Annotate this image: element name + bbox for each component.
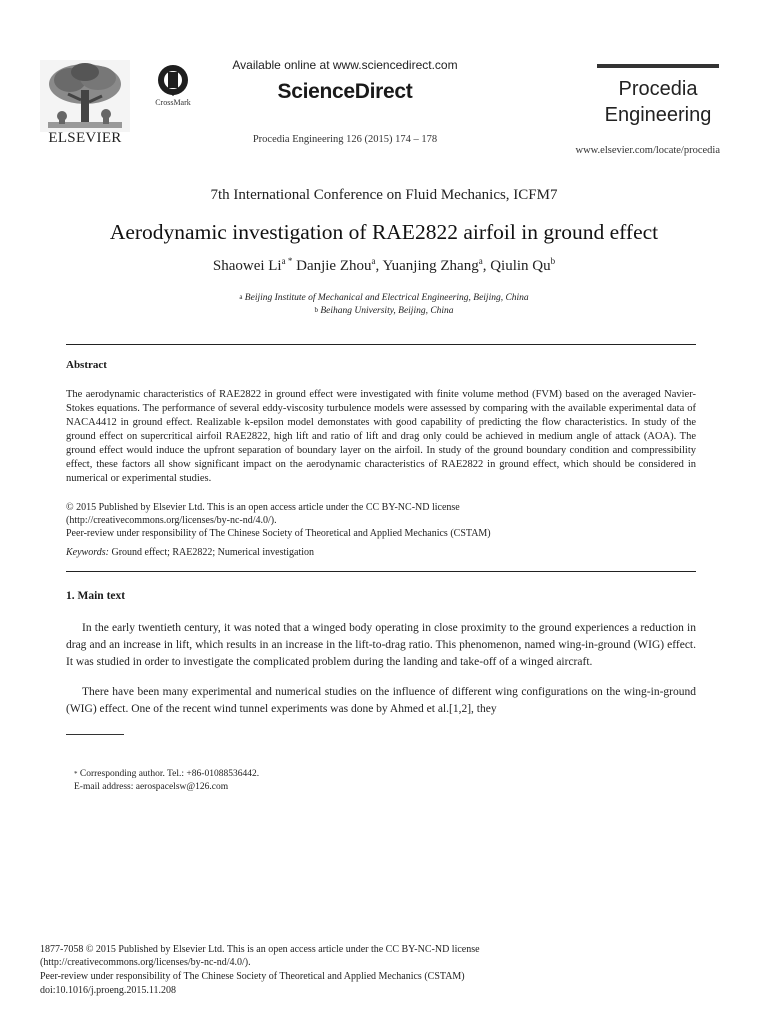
author-name: Qiulin Qu: [490, 258, 551, 274]
email-footnote[interactable]: E-mail address: aerospacelsw@126.com: [74, 782, 229, 792]
affiliation-text: Beijing Institute of Mechanical and Electrical Engineering, Beijing, China: [244, 293, 529, 303]
copyright-line: © 2015 Published by Elsevier Ltd. This is an open access article under the CC BY-NC-ND license: [66, 502, 460, 513]
peer-review-line: Peer-review under responsibility of The Chinese Society of Theoretical and Applied Mechanics (CSTAM): [66, 528, 491, 539]
abstract-bottom-rule: [66, 571, 696, 572]
license-link[interactable]: (http://creativecommons.org/licenses/by-nc-nd/4.0/).: [66, 515, 277, 526]
affiliation-mark: b: [314, 306, 318, 314]
sciencedirect-wordmark: ScienceDirect: [277, 80, 413, 103]
footer-issn-license: 1877-7058 © 2015 Published by Elsevier Ltd. This is an open access article under the CC BY-NC-ND license: [40, 944, 480, 955]
affiliation-mark: a: [239, 293, 243, 301]
journal-url-link[interactable]: www.elsevier.com/locate/procedia: [575, 145, 720, 156]
keywords-line: [66, 546, 706, 559]
journal-header-rule: [597, 64, 719, 68]
footnote-text: Corresponding author. Tel.: +86-01088536442.: [77, 769, 260, 779]
abstract-heading: Abstract: [66, 359, 107, 371]
affiliation-a: [40, 293, 728, 303]
author-separator: ,: [482, 258, 491, 274]
author-list: [40, 258, 728, 275]
author-affiliation-mark: a *: [281, 256, 293, 266]
body-paragraph: In the early twentieth century, it was noted that a winged body operating in close proximity to the ground experiences a reduction in drag and an increase in lift, which results in an increase in the lift-to-drag ratio. This phenomenon, named wing-in-ground (WIG) effect. It was studied in order to investigate the complicated problem during the landing and take-off of a winged aircraft.: [66, 622, 696, 668]
elsevier-tree-logo: [40, 60, 130, 132]
keywords-text: Ground effect; RAE2822; Numerical investigation: [108, 547, 315, 558]
author-affiliation-mark: a: [371, 256, 376, 266]
section-heading: 1. Main text: [66, 590, 126, 602]
conference-name: 7th International Conference on Fluid Mechanics, ICFM7: [210, 187, 558, 203]
author-affiliation-mark: a: [478, 256, 483, 266]
journal-citation: Procedia Engineering 126 (2015) 174 – 178: [252, 134, 438, 145]
author-name: Danjie Zhou: [296, 258, 372, 274]
footer-doi[interactable]: doi:10.1016/j.proeng.2015.11.208: [40, 985, 177, 996]
body-paragraph: There have been many experimental and numerical studies on the influence of different wing configurations on the wing-in-ground (WIG) effect. One of the recent wind tunnel experiments was done by Ahmed et al.[1,2], they: [66, 686, 696, 715]
journal-name-line1: Procedia: [618, 78, 698, 100]
journal-name: [597, 76, 719, 128]
footnote-mark: *: [74, 770, 78, 778]
footer-license-link[interactable]: (http://creativecommons.org/licenses/by-nc-nd/4.0/).: [40, 957, 251, 968]
author-name: Yuanjing Zhang: [382, 258, 479, 274]
crossmark-label: CrossMark: [155, 98, 191, 107]
keywords-label: Keywords:: [66, 547, 109, 558]
paper-title: Aerodynamic investigation of RAE2822 airfoil in ground effect: [109, 220, 659, 244]
abstract-top-rule: [66, 344, 696, 345]
affiliation-b: [40, 306, 728, 316]
corresponding-author-footnote: [74, 768, 259, 781]
author-affiliation-mark: b: [550, 256, 556, 266]
author-separator: ,: [375, 258, 383, 274]
footer-peer-review: Peer-review under responsibility of The Chinese Society of Theoretical and Applied Mechanics (CSTAM): [40, 971, 465, 982]
affiliation-text: Beihang University, Beijing, China: [320, 306, 454, 316]
abstract-body: The aerodynamic characteristics of RAE2822 in ground effect were investigated with finite volume method (FVM) based on the averaged Navier-Stokes equations. The performance of several eddy-viscosity turbulence models were assessed by comparing with the available experimental data of NACA4412 in ground effect. Realizable k-epsilon model demonstates with good capability of predicting the flow characteristics. In study of the ground effect on supercritical airfoil RAE2822, high lift and ratio of lift and drag only could be achieved in medium angle of attack (AOA). The ground effect would induce the upfront separation of boundary layer on the airfoil. In study of the ground boundary condition and compressibility effect, these factors all show significant impact on the aerodynamic characteristics of RAE2822 in ground effect, which should be considered in numerical or experimental studies.: [66, 389, 696, 484]
footnote-rule: [66, 734, 124, 735]
journal-name-line2: Engineering: [604, 104, 712, 126]
elsevier-wordmark: ELSEVIER: [48, 130, 122, 146]
author-name: Shaowei Li: [212, 258, 282, 274]
available-online-text[interactable]: Available online at www.sciencedirect.com: [232, 58, 458, 72]
